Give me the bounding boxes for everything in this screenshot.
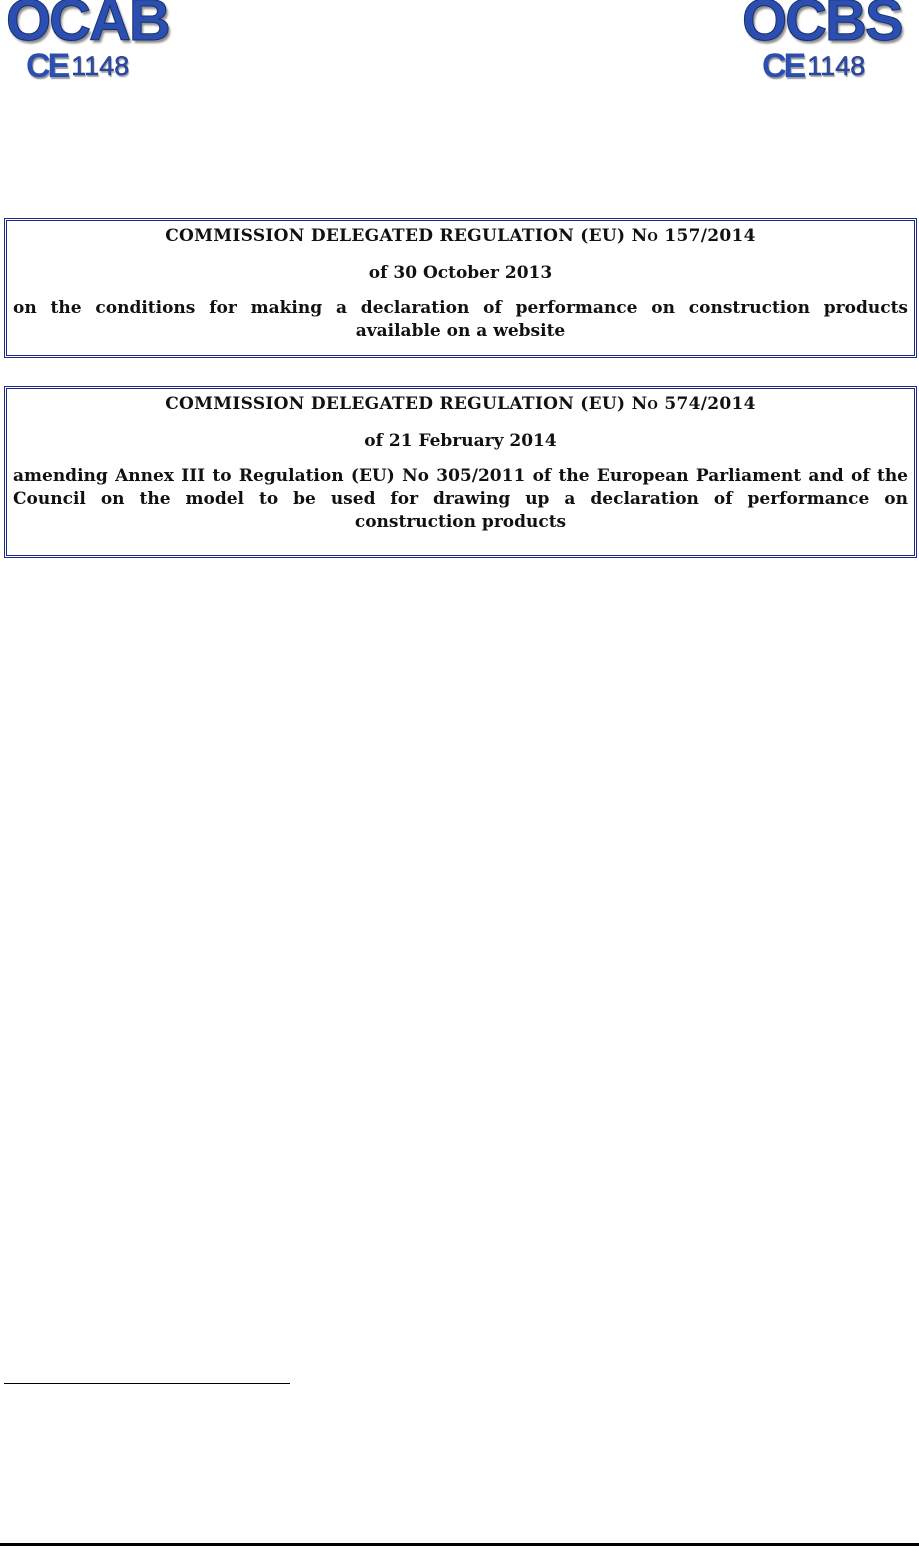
regulation-title: COMMISSION DELEGATED REGULATION (EU) No 574/2014 [165, 394, 756, 414]
ocbs-ce-mark [762, 48, 865, 84]
notified-body-number: 1148 [71, 50, 130, 81]
regulation-subject: on the conditions for making a declaration of performance on construction products available on a website [13, 298, 908, 341]
footnote-separator [4, 1383, 290, 1384]
ocbs-logo-word: OCBS [742, 0, 902, 53]
ocab-ce-mark [26, 48, 129, 84]
page-bottom-rule [0, 1543, 919, 1546]
regulation-subject: amending Annex III to Regulation (EU) No 305/2011 of the European Parliament and of the Council on the model to be used for drawing up a declaration of performance on construction products [13, 466, 908, 532]
regulation-box-574-2014 [4, 386, 917, 558]
regulation-date: of 21 February 2014 [364, 431, 557, 451]
ocbs-logo [742, 0, 912, 92]
ce-marking-icon: CE [762, 47, 804, 85]
regulation-date: of 30 October 2013 [368, 263, 553, 283]
ocab-logo-word: OCAB [6, 0, 169, 53]
regulation-box-157-2014 [4, 218, 917, 358]
regulation-title: COMMISSION DELEGATED REGULATION (EU) No 157/2014 [165, 226, 756, 246]
notified-body-number: 1148 [807, 50, 866, 81]
ce-marking-icon: CE [26, 47, 68, 85]
ocab-logo [6, 0, 176, 92]
